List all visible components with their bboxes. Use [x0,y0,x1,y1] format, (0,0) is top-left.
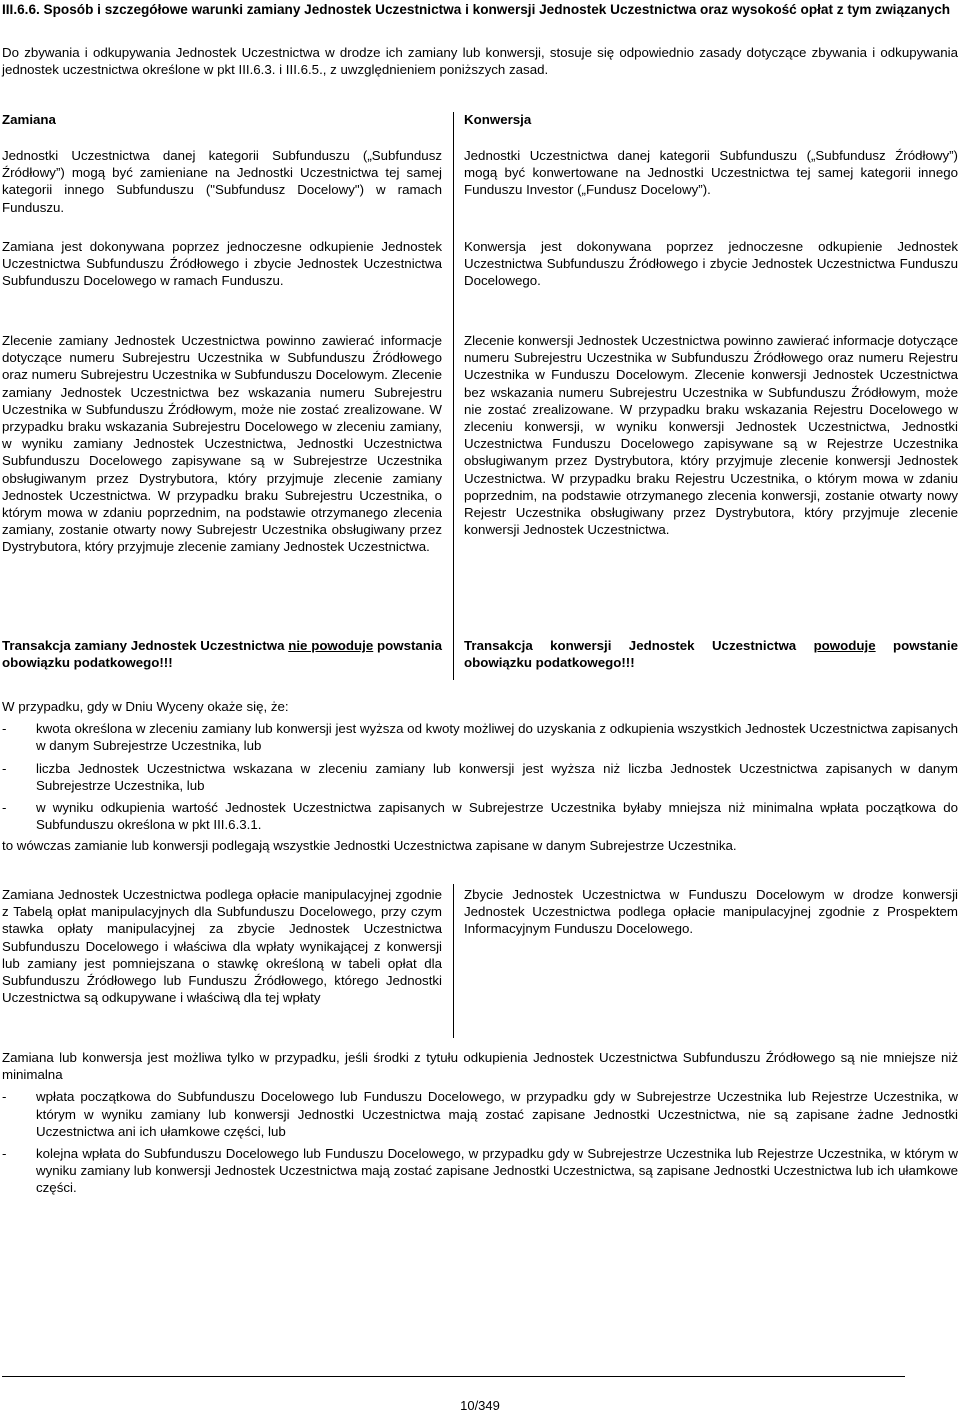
footer-divider [2,1376,905,1377]
minimum-bullet-text: kolejna wpłata do Subfunduszu Docelowego lub Funduszu Docelowego, w przypadku gdy w Subrejestrze Uczestnika lub Rejestrze Uczestnika, w którym w wyniku zamiany lub konwersji Jednostek Uczestnictwa mają zostać zapisane Jednostki Uczestnictwa, są zapisane Jednostki Uczestnictwa lub ich ułamkowe części. [36,1146,958,1196]
zamiana-fee-paragraph: Zamiana Jednostek Uczestnictwa podlega opłacie manipulacyjnej zgodnie z Tabelą opłat manipulacyjnych dla Subfunduszu Docelowego, przy czym stawka opłaty manipulacyjnej za zbycie Jednostek Uczestnictwa Subfunduszu Docelowego i właściwa dla wpłaty wynikającej z konwersji lub zamiany jest pomniejszana o stawkę określoną w tabeli opłat dla Subfunduszu Źródłowego lub Funduszu Źródłowego, którego Jednostki Uczestnictwa są odkupywane i właściwą dla tej wpłaty [2,887,442,1006]
konwersja-paragraph-2: Konwersja jest dokonywana poprzez jednoczesne odkupienie Jednostek Uczestnictwa Subfunduszu Źródłowego i zbycie Jednostek Uczestnictwa Funduszu Docelowego. [464,239,958,289]
valuation-bullet-text: w wyniku odkupienia wartość Jednostek Uczestnictwa zapisanych w Subrejestrze Uczestnika byłaby mniejsza niż minimalna wpłata początkowa do Subfunduszu określona w pkt III.6.3.1. [36,800,958,833]
dash-marker: - [2,1089,7,1105]
valuation-bullet [2,760,958,794]
minimum-bullet-text: wpłata początkowa do Subfunduszu Docelowego lub Funduszu Docelowego, w przypadku gdy w Subrejestrze Uczestnika lub Rejestrze Uczestnika, w którym w wyniku zamiany lub konwersji Jednostki Uczestnictwa mają zostać zapisane Jednostki Uczestnictwa, nie są zapisane żadne Jednostki Uczestnictwa ani ich ułamkowe części, lub [36,1089,958,1139]
zamiana-paragraph-2: Zamiana jest dokonywana poprzez jednoczesne odkupienie Jednostek Uczestnictwa Subfunduszu Źródłowego i zbycie Jednostek Uczestnictwa Subfunduszu Docelowego w ramach Funduszu. [2,239,442,289]
konwersja-fee-paragraph: Zbycie Jednostek Uczestnictwa w Funduszu Docelowym w drodze konwersji Jednostek Uczestnictwa podlega opłacie manipulacyjnej zgodnie z Prospektem Informacyjnym Funduszu Docelowego. [464,887,958,937]
zamiana-tax-text-b: powstania obowiązku podatkowego!!! [2,638,443,671]
konwersja-tax-text-b: powstanie obowiązku podatkowego!!! [464,638,958,671]
zamiana-tax-emphasis: nie powoduje [288,638,374,653]
valuation-bullet [2,799,958,833]
minimum-bullet [2,1088,958,1140]
dash-marker: - [2,760,7,776]
zamiana-paragraph-3: Zlecenie zamiany Jednostek Uczestnictwa powinno zawierać informacje dotyczące numeru Subrejestru Uczestnika w Subfunduszu Źródłowego oraz numeru Subrejestru Uczestnika w Subfunduszu Docelowym. Zlecenie zamiany Jednostek Uczestnictwa bez wskazania numeru Subrejestru Uczestnika w Subfunduszu Źródłowym, może nie zostać zrealizowane. W przypadku braku wskazania Subrejestru Docelowego w zleceniu zamiany, w wyniku zamiany Jednostek Uczestnictwa, Jednostki Uczestnictwa Subfunduszu Docelowego zapisywane są w Subrejestrze Uczestnika obsługiwanym przez Dystrybutora, który przyjmuje zlecenie zamiany Jednostek Uczestnictwa. W przypadku braku Subrejestru Uczestnika, o którym mowa w zdaniu poprzednim, na podstawie otrzymanego zlecenia zamiany, zostanie otwarty nowy Subrejestr Uczestnika obsługiwany przez Dystrybutora, który przyjmuje zlecenie zamiany Jednostek Uczestnictwa. [2,333,442,555]
minimum-lead: Zamiana lub konwersja jest możliwa tylko w przypadku, jeśli środki z tytułu odkupienia Jednostek Uczestnictwa Subfunduszu Źródłowego są nie mniejsze niż minimalna [2,1050,958,1083]
konwersja-tax-note [464,637,958,671]
column-divider-fee [453,884,454,1038]
zamiana-title: Zamiana [2,112,56,127]
zamiana-tax-text-a: Transakcja zamiany Jednostek Uczestnictwa [2,638,289,653]
konwersja-paragraph-3: Zlecenie konwersji Jednostek Uczestnictwa powinno zawierać informacje dotyczące numeru Subrejestru Uczestnika w Subfunduszu Źródłowego oraz numeru Rejestru Uczestnika w Funduszu Docelowym. Zlecenie konwersji Jednostek Uczestnictwa bez wskazania numeru Subrejestru Uczestnika w Subfunduszu Źródłowym, może nie zostać zrealizowane. W przypadku braku wskazania Rejestru Docelowego w zleceniu konwersji, w wyniku konwersji Jednostek Uczestnictwa, Jednostki Uczestnictwa Funduszu Docelowego zapisywane są w Rejestrze Uczestnika obsługiwanym przez Dystrybutora, który przyjmuje zlecenie konwersji Jednostek Uczestnictwa. W przypadku braku Rejestru Uczestnika, o którym mowa w zdaniu poprzednim, na podstawie otrzymanego zlecenia konwersji, zostanie otwarty nowy Rejestr Uczestnika obsługiwany przez Dystrybutora, który przyjmuje zlecenie konwersji Jednostek Uczestnictwa. [464,333,958,538]
valuation-lead: W przypadku, gdy w Dniu Wyceny okaże się, że: [2,699,289,714]
minimum-block [2,1049,958,1197]
zamiana-paragraph-1: Jednostki Uczestnictwa danej kategorii Subfunduszu („Subfundusz Źródłowy”) mogą być zamieniane na Jednostki Uczestnictwa tej samej kategorii innego Subfunduszu ("Subfundusz Docelowy") w ramach Funduszu. [2,148,442,215]
konwersja-tax-emphasis: powoduje [813,638,876,653]
dash-marker: - [2,800,7,816]
minimum-bullet [2,1145,958,1197]
dash-marker: - [2,1146,7,1162]
page-number: 10/349 [460,1398,500,1413]
dash-marker: - [2,721,7,737]
valuation-block [2,698,958,855]
valuation-bullet-text: kwota określona w zleceniu zamiany lub konwersji jest wyższa od kwoty możliwej do uzyskania z odkupienia wszystkich Jednostek Uczestnictwa zapisanych w danym Subrejestrze Uczestnika, lub [36,721,958,754]
konwersja-title: Konwersja [464,112,532,127]
valuation-bullet-text: liczba Jednostek Uczestnictwa wskazana w zleceniu zamiany lub konwersji jest wyższa niż liczba Jednostek Uczestnictwa zapisanych w danym Subrejestrze Uczestnika, lub [36,760,958,793]
konwersja-tax-text-a: Transakcja konwersji Jednostek Uczestnictwa [464,638,814,653]
section-intro: Do zbywania i odkupywania Jednostek Uczestnictwa w drodze ich zamiany lub konwersji, stosuje się odpowiednio zasady dotyczące zbywania i odkupywania jednostek uczestnictwa określone w pkt III.6.3. i III.6.5., z uwzględnieniem poniższych zasad. [2,45,958,78]
valuation-conclusion: to wówczas zamianie lub konwersji podlegają wszystkie Jednostki Uczestnictwa zapisane w danym Subrejestrze Uczestnika. [2,838,737,854]
zamiana-tax-note [2,637,442,671]
valuation-bullet [2,720,958,754]
column-divider-top [453,112,454,680]
section-heading: III.6.6. Sposób i szczegółowe warunki zamiany Jednostek Uczestnictwa i konwersji Jednostek Uczestnictwa oraz wysokość opłat z tym związanych [2,2,951,17]
konwersja-paragraph-1: Jednostki Uczestnictwa danej kategorii Subfunduszu („Subfundusz Źródłowy”) mogą być konwertowane na Jednostki Uczestnictwa tej samej kategorii innego Funduszu Investor („Fundusz Docelowy”). [464,148,958,198]
